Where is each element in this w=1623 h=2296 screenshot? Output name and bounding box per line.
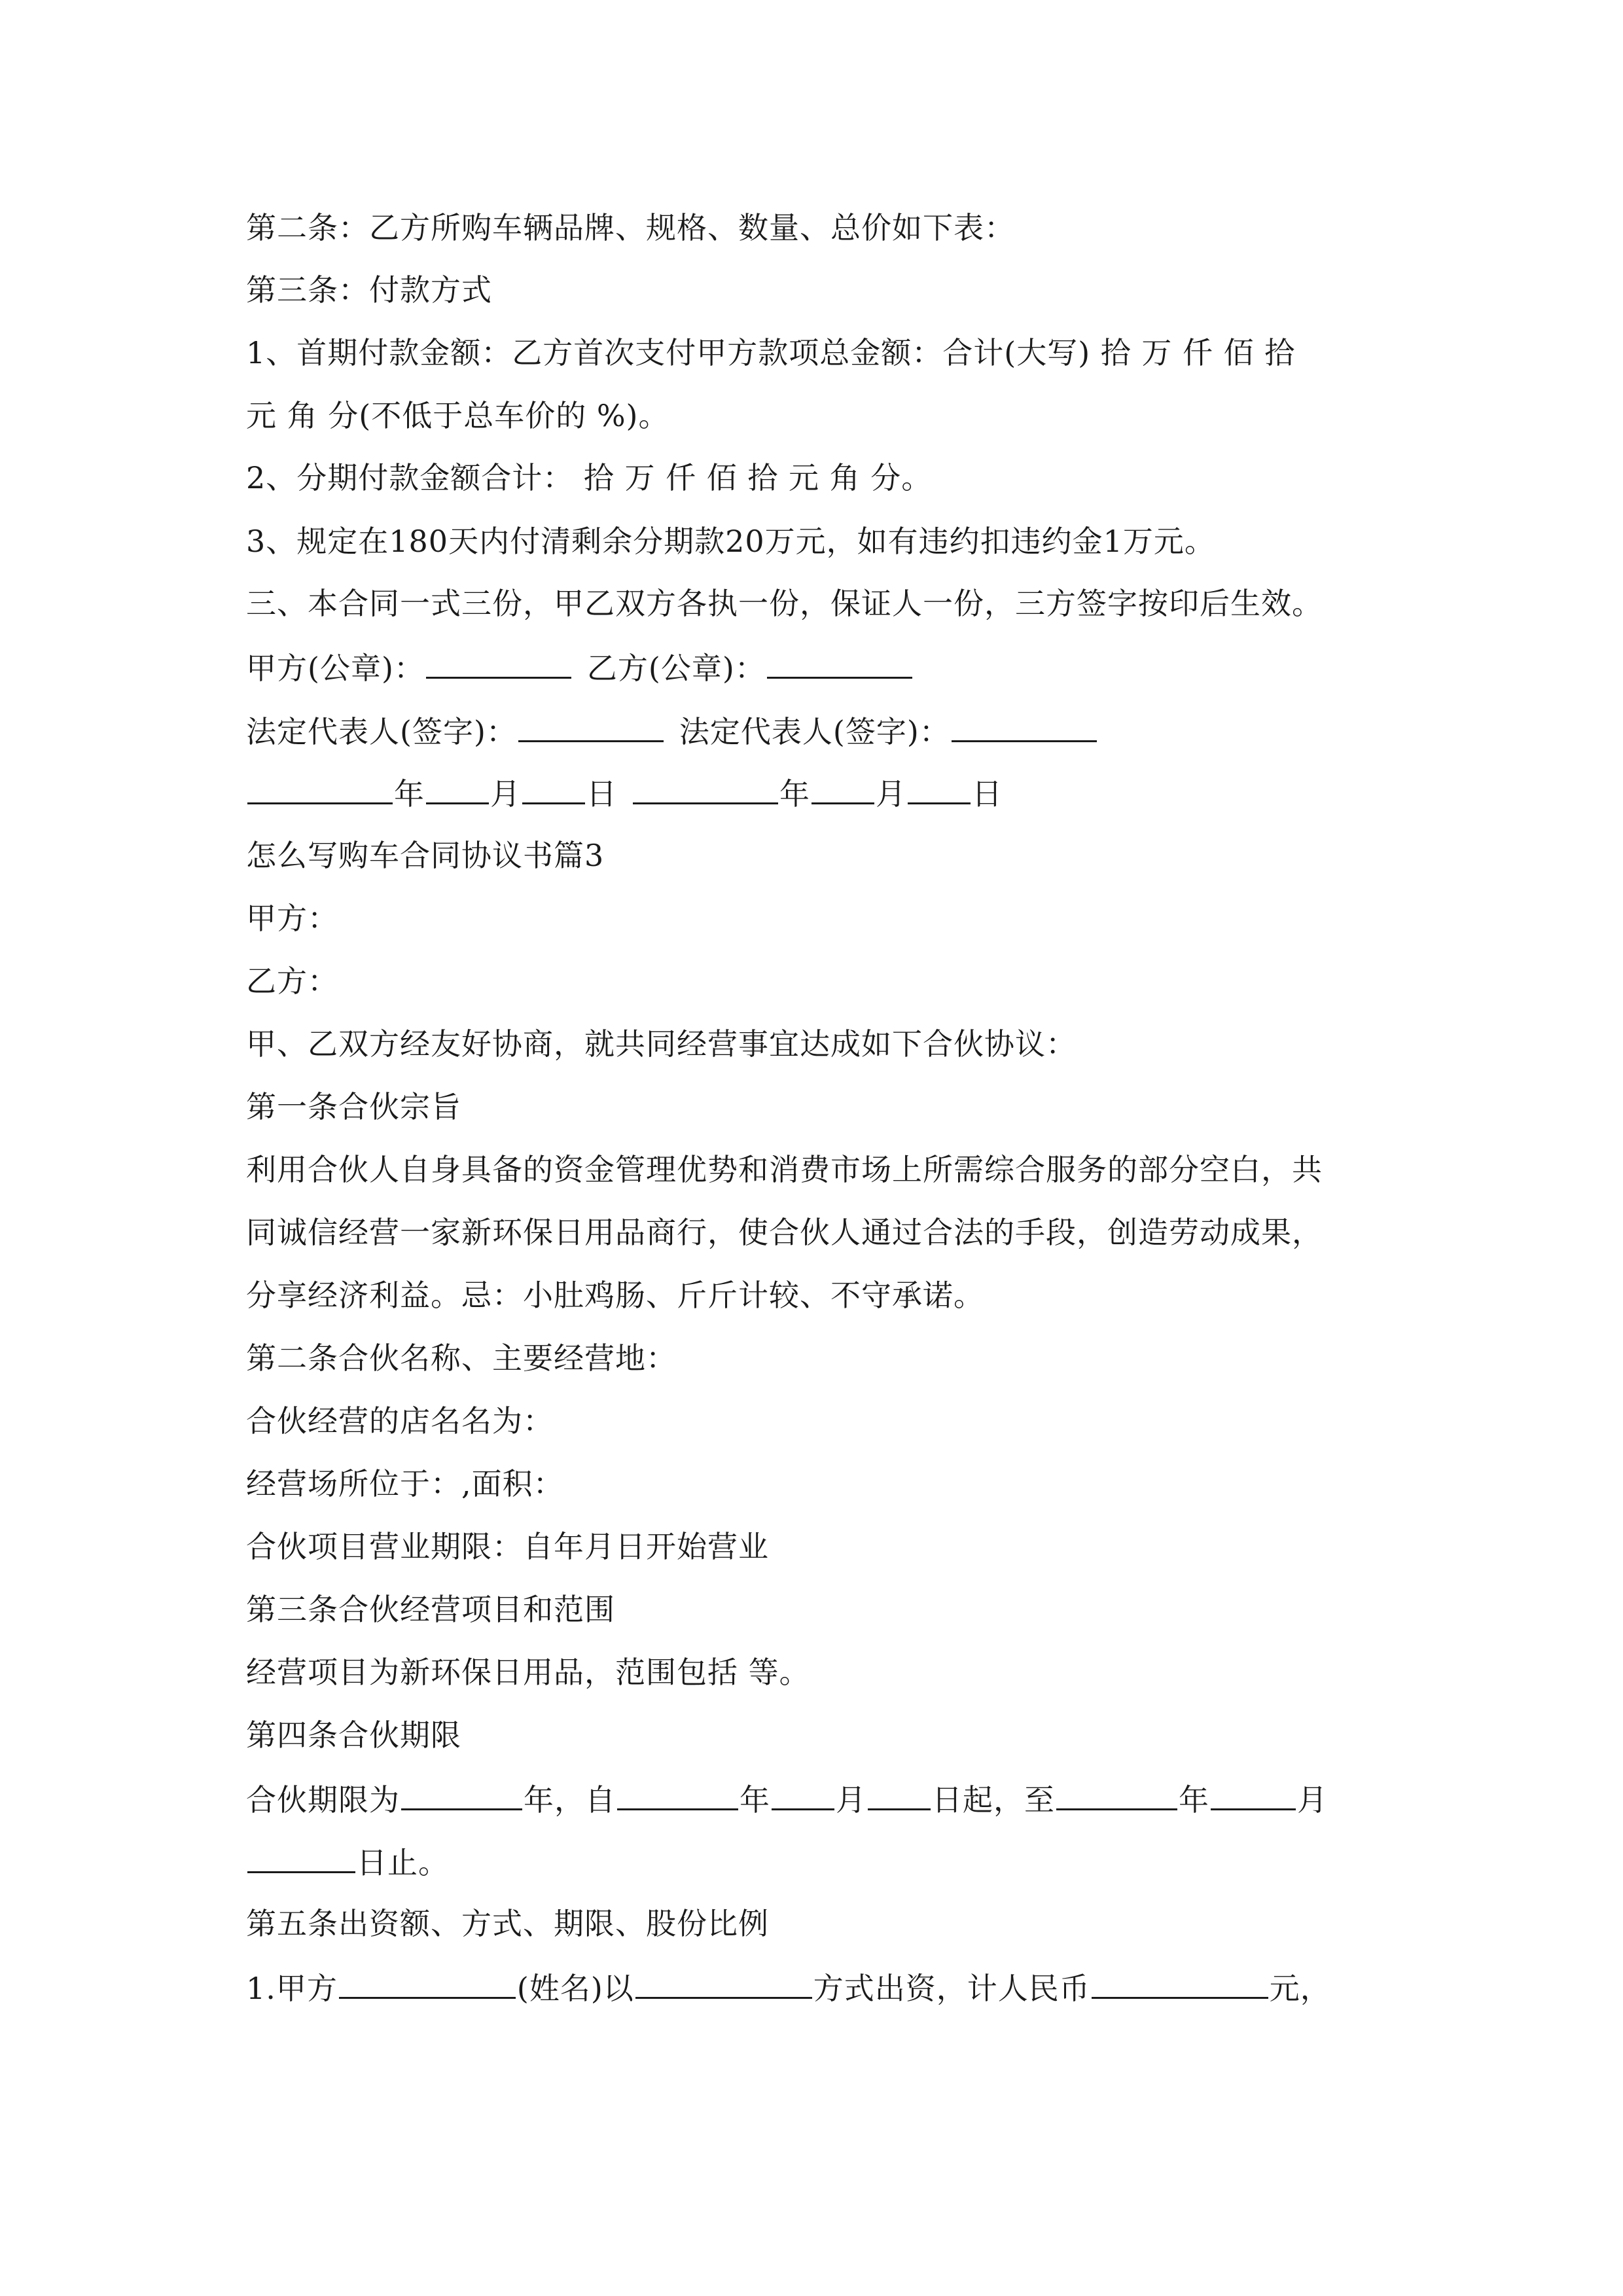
party-a-rep-blank (518, 710, 664, 742)
party-a-seal-label: 甲方(公章)： (246, 651, 425, 686)
article-1-text-3: 分享经济利益。忌：小肚鸡肠、斤斤计较、不守承诺。 (246, 1278, 984, 1313)
contribution-unit: 元， (1269, 1971, 1331, 2006)
end-month-blank (1211, 1778, 1296, 1810)
partnership-term-line-2 (246, 1841, 1459, 1880)
start-year-blank (617, 1778, 738, 1810)
start-day-unit: 日起，至 (932, 1782, 1055, 1818)
start-month-blank (772, 1778, 834, 1810)
date-a-day-blank (522, 772, 585, 804)
end-day-blank (247, 1841, 355, 1873)
installment-deadline: 3、规定在180天内付清剩余分期款20万元，如有违约扣违约金1万元。 (246, 524, 1215, 559)
start-month-unit: 月 (836, 1782, 866, 1818)
date-b-day-unit: 日 (972, 776, 1003, 812)
date-a-year-unit: 年 (394, 776, 425, 812)
start-year-unit: 年 (740, 1782, 770, 1818)
party-b-seal-blank (767, 647, 912, 679)
partnership-term-line-1 (246, 1778, 1459, 1818)
party-b-rep-blank (952, 710, 1097, 742)
contribution-method-label: 方式出资，计人民币 (813, 1971, 1090, 2006)
contribution-method-blank (635, 1967, 812, 1999)
article-1-heading: 第一条合伙宗旨 (246, 1089, 461, 1124)
date-a-year-blank (247, 772, 393, 804)
date-a-month-blank (426, 772, 489, 804)
date-b-year-blank (633, 772, 778, 804)
article-1-text-1: 利用合伙人自身具备的资金管理优势和消费市场上所需综合服务的部分空白，共 (246, 1152, 1323, 1187)
business-scope-line: 经营项目为新环保日用品，范围包括 等。 (246, 1655, 810, 1690)
date-b-day-blank (908, 772, 971, 804)
seal-line (246, 647, 1459, 686)
term-years-blank (401, 1778, 522, 1810)
article-1-text-2: 同诚信经营一家新环保日用品商行，使合伙人通过合法的手段，创造劳动成果， (246, 1215, 1323, 1250)
representative-line (246, 710, 1459, 749)
contribution-amount-blank (1092, 1967, 1268, 1999)
down-payment-line-1: 1、首期付款金额：乙方首次支付甲方款项总金额：合计(大写) 拾 万 仟 佰 拾 (246, 335, 1296, 370)
agreement-intro: 甲、乙双方经友好协商，就共同经营事宜达成如下合伙协议： (246, 1026, 1077, 1062)
end-year-unit: 年 (1179, 1782, 1209, 1818)
date-b-month-unit: 月 (876, 776, 906, 812)
party-a-line: 甲方： (246, 901, 338, 936)
term-end: 日止。 (357, 1845, 449, 1880)
article-4-heading: 第四条合伙期限 (246, 1717, 461, 1753)
end-year-blank (1056, 1778, 1177, 1810)
date-b-year-unit: 年 (779, 776, 810, 812)
clause-3-payment-heading: 第三条：付款方式 (246, 272, 492, 308)
party-a-seal-blank (426, 647, 571, 679)
contribution-prefix: 1.甲方 (246, 1971, 338, 2006)
date-b-month-blank (812, 772, 874, 804)
partner-name-blank (339, 1967, 516, 1999)
start-day-blank (868, 1778, 931, 1810)
copies-clause: 三、本合同一式三份，甲乙双方各执一份，保证人一份，三方签字按印后生效。 (246, 586, 1323, 621)
term-year-from: 年，自 (524, 1782, 616, 1818)
article-2-heading: 第二条合伙名称、主要经营地： (246, 1340, 677, 1376)
end-month-unit: 月 (1297, 1782, 1328, 1818)
contribution-line (246, 1967, 1459, 2006)
section-title-part-3: 怎么写购车合同协议书篇3 (246, 838, 605, 873)
party-a-rep-label: 法定代表人(签字)： (246, 714, 517, 749)
business-period-line: 合伙项目营业期限：自年月日开始营业 (246, 1529, 769, 1564)
article-5-heading: 第五条出资额、方式、期限、股份比例 (246, 1906, 769, 1941)
down-payment-line-2: 元 角 分(不低于总车价的 %)。 (246, 398, 669, 433)
date-a-month-unit: 月 (490, 776, 521, 812)
term-prefix: 合伙期限为 (246, 1782, 400, 1818)
clause-2-vehicle-table: 第二条：乙方所购车辆品牌、规格、数量、总价如下表： (246, 210, 1015, 245)
party-b-seal-label: 乙方(公章)： (586, 651, 766, 686)
shop-name-line: 合伙经营的店名名为： (246, 1403, 554, 1439)
party-b-rep-label: 法定代表人(签字)： (679, 714, 950, 749)
location-area-line: 经营场所位于：,面积： (246, 1466, 564, 1501)
date-a-day-unit: 日 (586, 776, 617, 812)
party-b-line: 乙方： (246, 963, 338, 999)
contribution-name-label: (姓名)以 (516, 1971, 634, 2006)
article-3-heading: 第三条合伙经营项目和范围 (246, 1592, 615, 1627)
signing-date-line (246, 772, 1459, 812)
installment-total: 2、分期付款金额合计： 拾 万 仟 佰 拾 元 角 分。 (246, 460, 933, 495)
